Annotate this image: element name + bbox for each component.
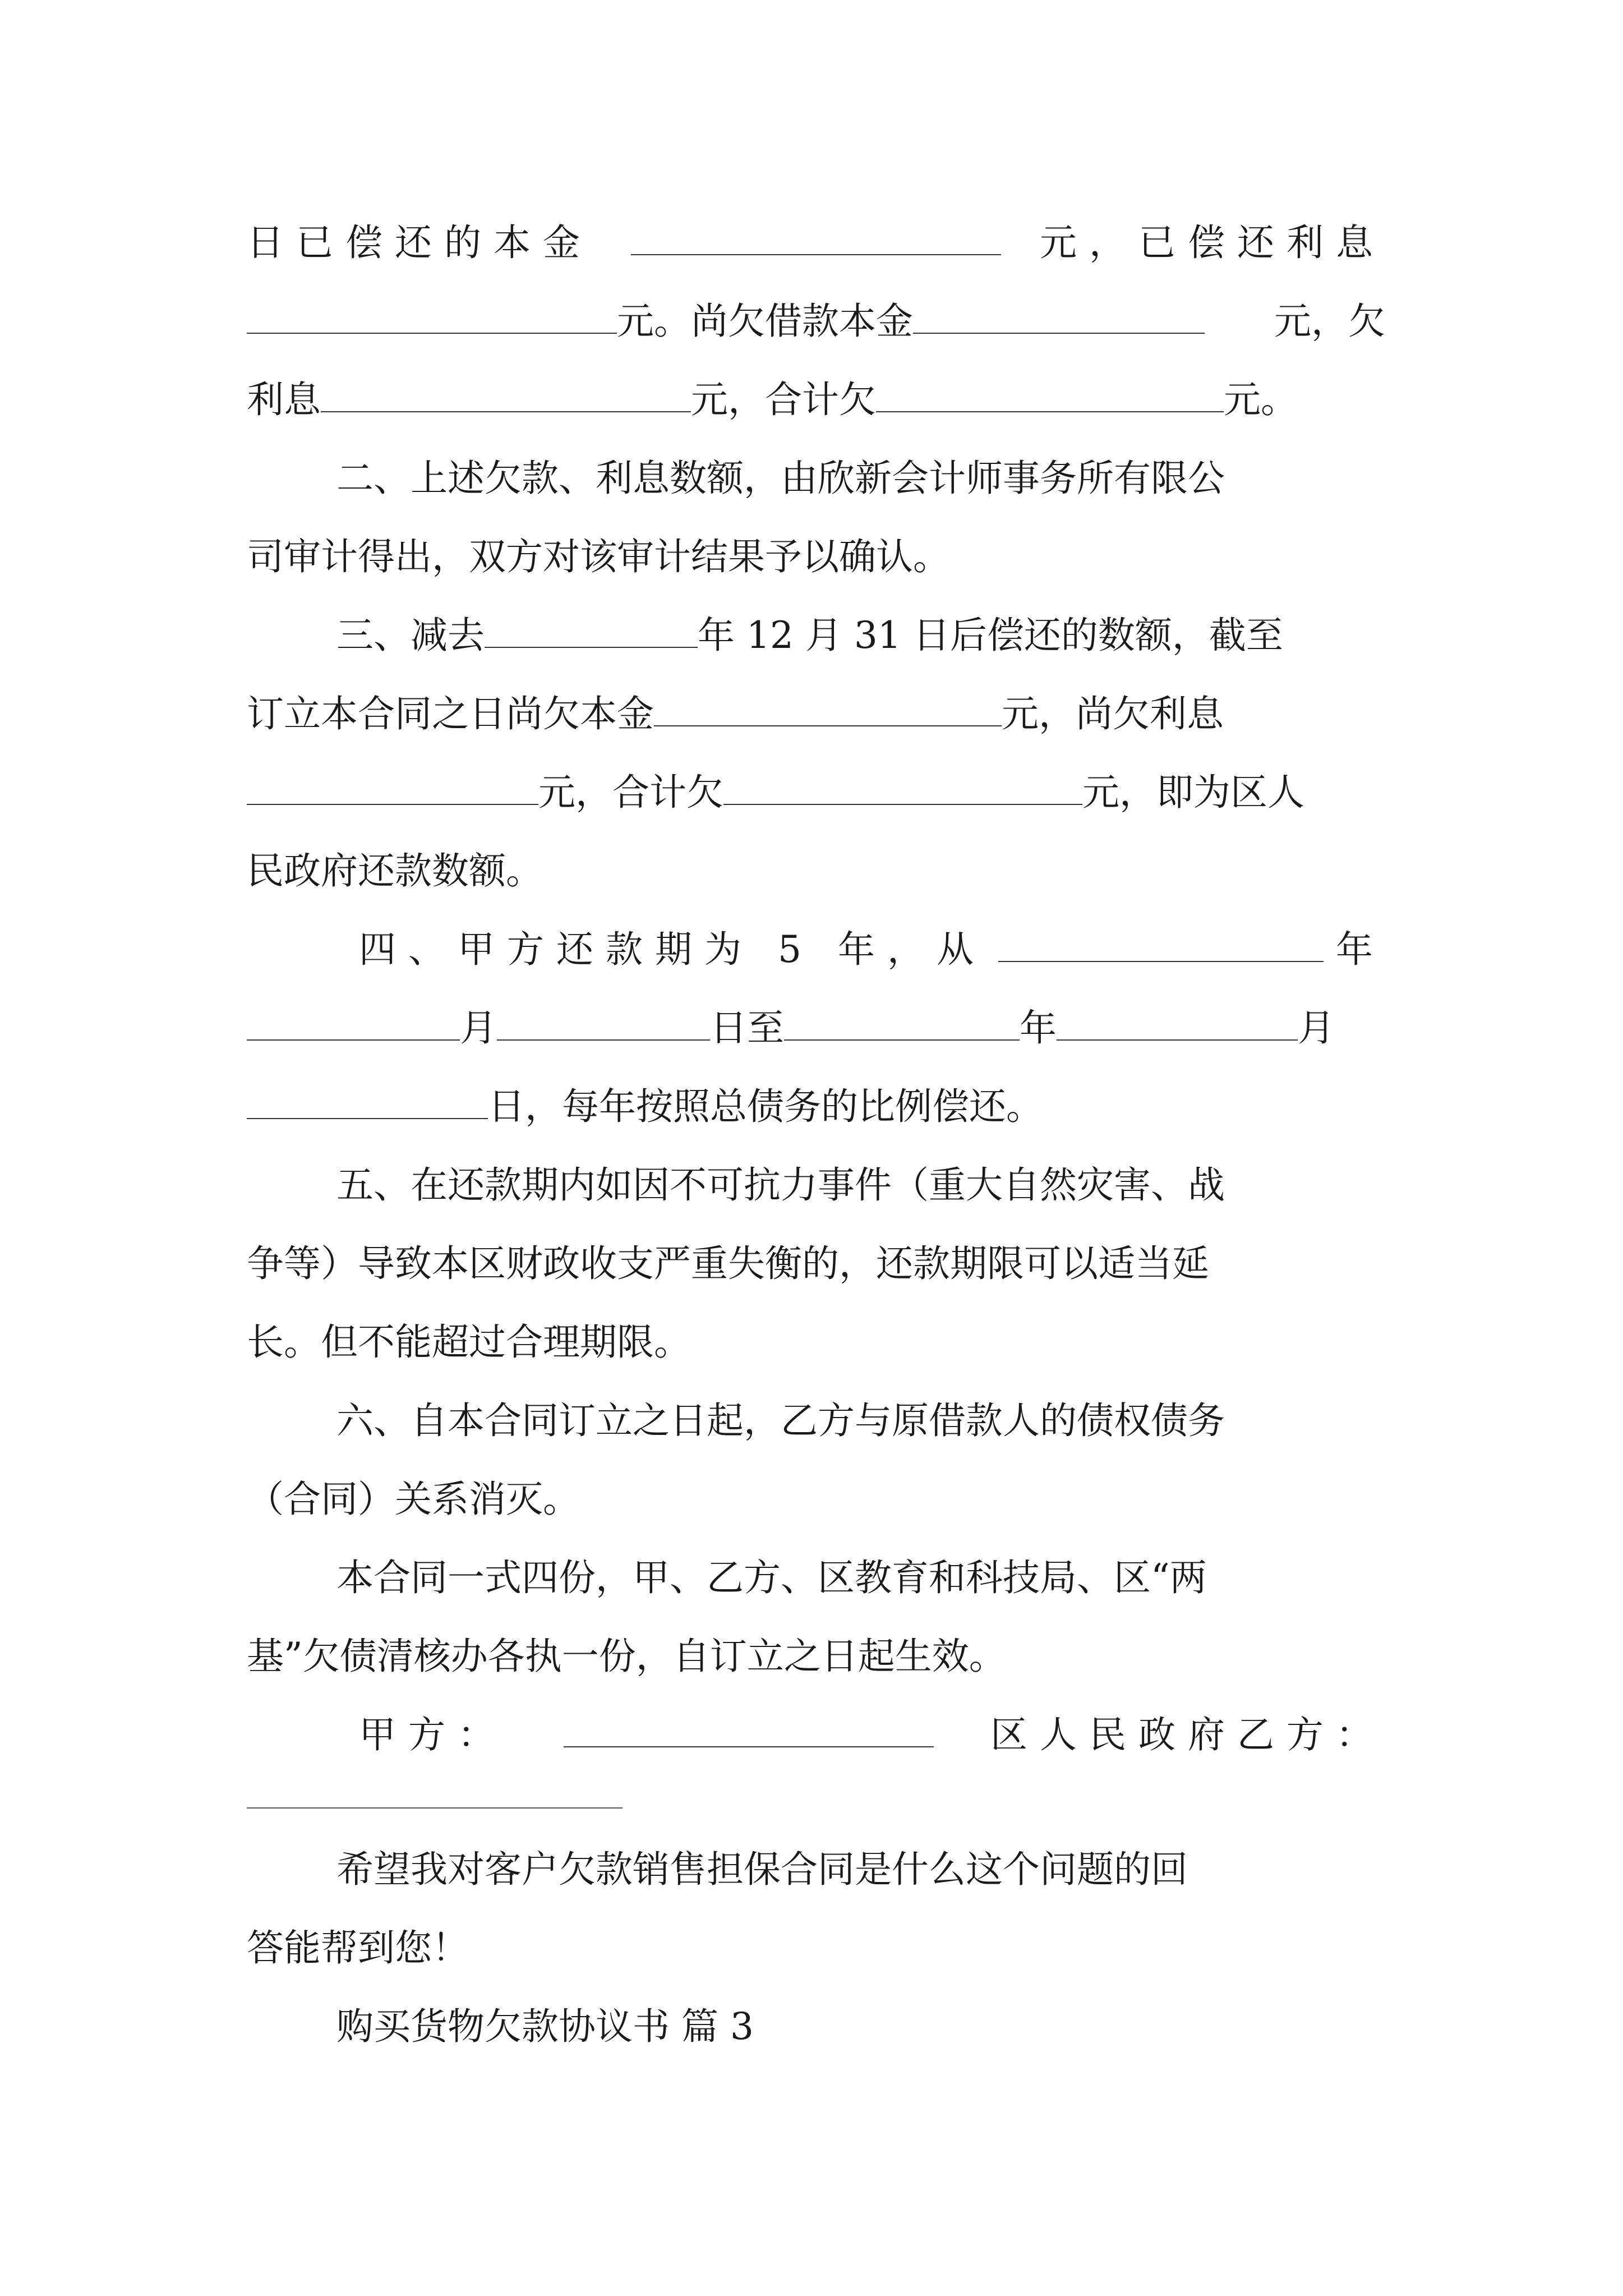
text-segment: 元。 xyxy=(1224,378,1298,421)
text-line: 希望我对客户欠款销售担保合同是什么这个问题的回 xyxy=(336,1848,1188,1891)
text-segment: 甲方： xyxy=(359,1713,507,1756)
section-heading: 购买货物欠款协议书 篇 3 xyxy=(336,2005,754,2048)
text-line: 司审计得出，双方对该审计结果予以确认。 xyxy=(247,535,950,578)
text-segment: 三、减去 xyxy=(336,614,485,657)
text-line: 基”欠债清核办各执一份，自订立之日起生效。 xyxy=(247,1635,1006,1678)
text-line xyxy=(247,762,1385,823)
fill-in-blank[interactable] xyxy=(913,299,1205,334)
text-segment: 区人民政府乙方： xyxy=(990,1713,1385,1756)
text-segment: 利息 xyxy=(247,378,321,421)
text-line xyxy=(247,1076,1385,1138)
text-line xyxy=(247,291,1385,352)
text-segment: 元，即为区人 xyxy=(1082,771,1304,814)
text-line: 争等）导致本区财政收支严重失衡的，还款期限可以适当延 xyxy=(247,1242,1209,1285)
text-line xyxy=(359,919,1385,981)
fill-in-blank[interactable] xyxy=(247,1006,460,1041)
text-line: 长。但不能超过合理期限。 xyxy=(247,1320,691,1364)
text-line: 六、自本合同订立之日起，乙方与原借款人的债权债务 xyxy=(336,1399,1225,1442)
text-segment: 月 xyxy=(460,1006,497,1050)
text-line xyxy=(247,997,1385,1059)
text-line: （合同）关系消灭。 xyxy=(247,1478,580,1521)
text-segment: 日至 xyxy=(710,1006,784,1050)
text-line xyxy=(247,212,1385,274)
text-segment: 元，尚欠利息 xyxy=(1002,692,1224,735)
text-segment: 四、甲方还款期为 5 年，从 xyxy=(359,928,986,971)
fill-in-blank[interactable] xyxy=(998,927,1324,962)
fill-in-blank[interactable] xyxy=(564,1713,934,1747)
fill-in-blank[interactable] xyxy=(723,770,1082,805)
text-segment: 日，每年按照总债务的比例偿还。 xyxy=(488,1085,1043,1128)
fill-in-blank[interactable] xyxy=(1057,1006,1298,1041)
text-segment: 元，合计欠 xyxy=(538,771,723,814)
signature-blank[interactable] xyxy=(247,1807,623,1809)
text-segment: 订立本合同之日尚欠本金 xyxy=(247,692,654,735)
text-line: 民政府还款数额。 xyxy=(247,849,543,892)
fill-in-blank[interactable] xyxy=(784,1006,1020,1041)
text-segment: 年 xyxy=(1335,928,1385,971)
text-segment: 月 xyxy=(1298,1006,1335,1050)
text-segment: 元，欠 xyxy=(1274,300,1385,343)
fill-in-blank[interactable] xyxy=(247,299,617,334)
text-segment: 元。尚欠借款本金 xyxy=(617,300,913,343)
text-line xyxy=(247,369,1385,431)
text-line: 五、在还款期内如因不可抗力事件（重大自然灾害、战 xyxy=(336,1163,1225,1207)
fill-in-blank[interactable] xyxy=(631,220,1001,255)
text-segment: 年 xyxy=(1020,1006,1057,1050)
fill-in-blank[interactable] xyxy=(247,1084,488,1119)
fill-in-blank[interactable] xyxy=(654,692,1002,726)
text-segment: 年 12 月 31 日后偿还的数额，截至 xyxy=(698,614,1283,657)
text-line: 本合同一式四份，甲、乙方、区教育和科技局、区“两 xyxy=(336,1556,1207,1599)
fill-in-blank[interactable] xyxy=(876,378,1224,412)
text-segment: 日已偿还的本金 xyxy=(247,221,592,264)
text-line xyxy=(247,683,1385,745)
text-line xyxy=(336,605,1385,666)
fill-in-blank[interactable] xyxy=(497,1006,710,1041)
text-segment: 元，合计欠 xyxy=(691,378,876,421)
text-line: 答能帮到您！ xyxy=(247,1926,469,1970)
fill-in-blank[interactable] xyxy=(485,613,698,648)
text-line: 二、上述欠款、利息数额，由欣新会计师事务所有限公 xyxy=(336,457,1225,500)
fill-in-blank[interactable] xyxy=(247,770,538,805)
signature-line xyxy=(359,1704,1385,1766)
fill-in-blank[interactable] xyxy=(321,378,691,412)
text-segment: 元，已偿还利息 xyxy=(1040,221,1385,264)
